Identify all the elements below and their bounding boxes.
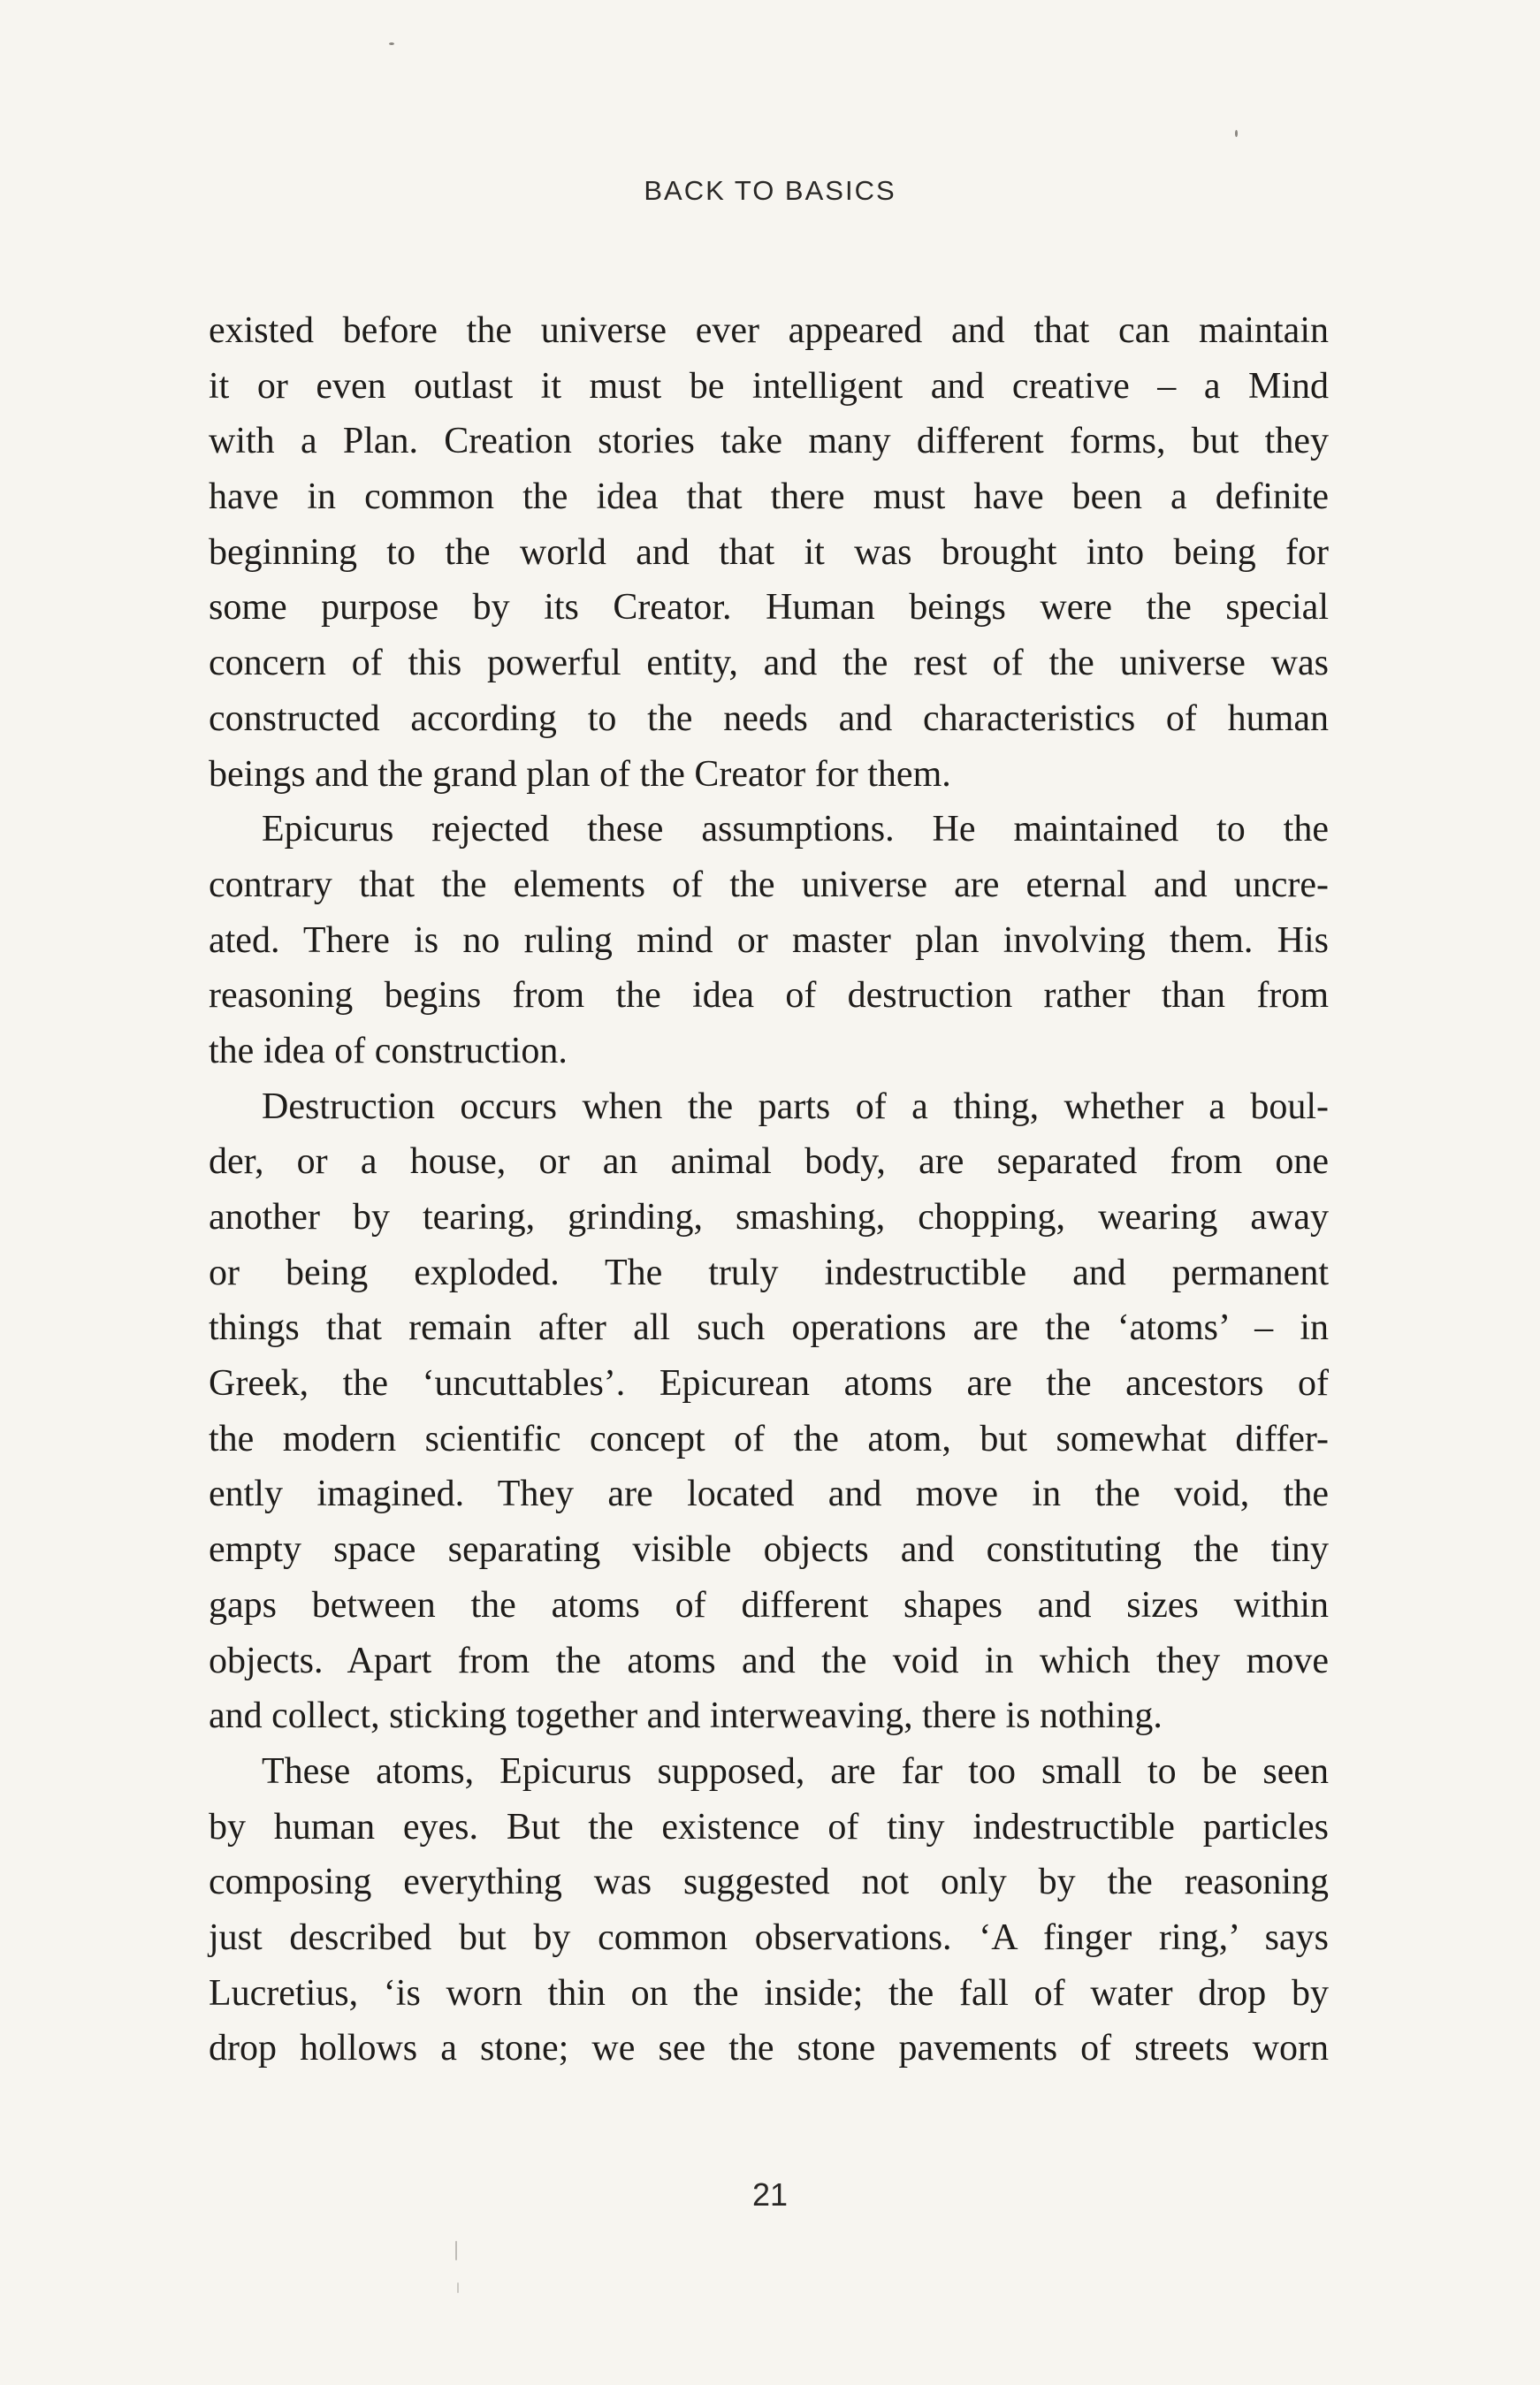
page-number: 21: [751, 2176, 789, 2213]
text-line: drop hollows a stone; we see the stone pavements of streets worn: [209, 2028, 1329, 2069]
text-line: just described but by common observations. ‘A finger ring,’ says: [209, 1916, 1329, 1958]
running-head: BACK TO BASICS: [644, 175, 896, 206]
body-text: [209, 303, 1329, 2076]
text-line: ently imagined. They are located and move in the void, the: [209, 1474, 1329, 1515]
text-line: beginning to the world and that it was brought into being for: [209, 531, 1329, 573]
paper-speck: [457, 2282, 459, 2293]
text-line: the idea of construction.: [209, 1030, 568, 1071]
text-line: Epicurus rejected these assumptions. He maintained to the: [262, 809, 1329, 850]
text-line: empty space separating visible objects and constituting the tiny: [209, 1529, 1329, 1571]
text-line: contrary that the elements of the universe are eternal and uncre-: [209, 864, 1329, 905]
text-line: ated. There is no ruling mind or master plan involving them. His: [209, 919, 1329, 961]
text-line: Lucretius, ‘is worn thin on the inside; the fall of water drop by: [209, 1972, 1329, 2014]
text-line: another by tearing, grinding, smashing, chopping, wearing away: [209, 1197, 1329, 1238]
text-line: the modern scientific concept of the atom, but somewhat differ-: [209, 1418, 1329, 1459]
text-line: beings and the grand plan of the Creator for them.: [209, 753, 951, 795]
text-line: and collect, sticking together and interweaving, there is nothing.: [209, 1695, 1163, 1737]
text-line: by human eyes. But the existence of tiny indestructible particles: [209, 1806, 1329, 1848]
text-line: some purpose by its Creator. Human beings were the special: [209, 587, 1329, 629]
text-line: existed before the universe ever appeared and that can maintain: [209, 310, 1329, 351]
paper-speck: [455, 2241, 457, 2260]
text-line: objects. Apart from the atoms and the void in which they move: [209, 1640, 1329, 1681]
text-line: have in common the idea that there must have been a definite: [209, 476, 1329, 518]
text-line: constructed according to the needs and characteristics of human: [209, 697, 1329, 739]
text-line: gaps between the atoms of different shapes and sizes within: [209, 1584, 1329, 1626]
text-line: things that remain after all such operations are the ‘atoms’ – in: [209, 1307, 1329, 1349]
text-line: Greek, the ‘uncuttables’. Epicurean atoms are the ancestors of: [209, 1363, 1329, 1405]
text-line: or being exploded. The truly indestructible and permanent: [209, 1252, 1329, 1293]
text-line: concern of this powerful entity, and the rest of the universe was: [209, 643, 1329, 684]
text-line: composing everything was suggested not only by the reasoning: [209, 1862, 1329, 1903]
text-line: reasoning begins from the idea of destruction rather than from: [209, 975, 1329, 1017]
paper-speck: [389, 42, 394, 45]
text-line: with a Plan. Creation stories take many different forms, but they: [209, 421, 1329, 462]
text-line: Destruction occurs when the parts of a thing, whether a boul-: [262, 1086, 1329, 1127]
text-line: These atoms, Epicurus supposed, are far too small to be seen: [262, 1750, 1329, 1792]
text-line: der, or a house, or an animal body, are separated from one: [209, 1141, 1329, 1183]
paper-speck: [1235, 130, 1238, 137]
text-line: it or even outlast it must be intelligent and creative – a Mind: [209, 365, 1329, 407]
